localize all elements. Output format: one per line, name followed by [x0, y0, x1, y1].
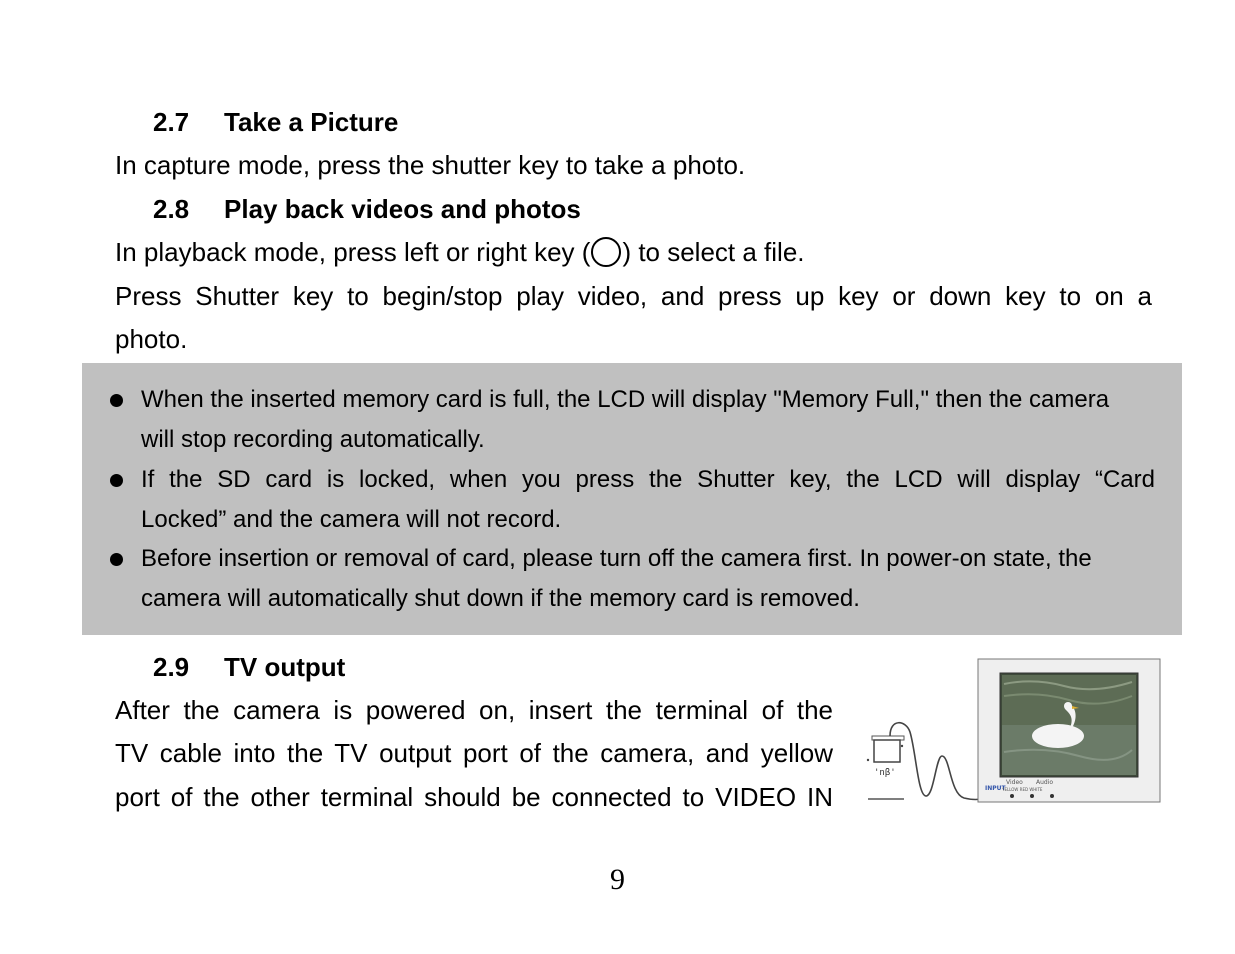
- note-line: Locked” and the camera will not record.: [141, 506, 562, 533]
- audio-port-red: [1030, 794, 1034, 798]
- tv-icon: [978, 659, 1160, 802]
- audio-port-white: [1050, 794, 1054, 798]
- playback-text-before-key: In playback mode, press left or right key (: [115, 237, 591, 267]
- paragraph-tv-line-1: After the camera is powered on, insert the terminal of the: [115, 695, 833, 725]
- tv-cable: [890, 723, 988, 800]
- note-line: If the SD card is locked, when you press the Shutter key, the LCD will display “Card: [141, 466, 1155, 493]
- paragraph-playback-line-3: photo.: [115, 324, 188, 354]
- note-line: Before insertion or removal of card, please turn off the camera first. In power-on state, the: [141, 545, 1092, 572]
- paragraph-take-picture: In capture mode, press the shutter key to take a photo.: [115, 150, 746, 180]
- page-number: 9: [610, 863, 625, 896]
- paragraph-tv-line-2: TV cable into the TV output port of the camera, and yellow: [115, 738, 833, 768]
- section-number: 2.9: [153, 652, 190, 682]
- section-number: 2.8: [153, 194, 190, 224]
- tv-connection-illustration: [864, 656, 1162, 808]
- section-number: 2.7: [153, 107, 190, 137]
- bullet-icon: [110, 474, 123, 487]
- camera-icon: [867, 736, 904, 799]
- tv-video-label: Video: [1006, 779, 1023, 786]
- section-title: Play back videos and photos: [224, 194, 581, 224]
- section-title: TV output: [224, 652, 346, 682]
- paragraph-playback-line-2: Press Shutter key to begin/stop play video, and press up key or down key to on a: [115, 281, 1152, 311]
- tv-port-labels: YELLOW RED WHITE: [1002, 787, 1043, 792]
- bullet-icon: [110, 394, 123, 407]
- section-title: Take a Picture: [224, 107, 399, 137]
- note-line: When the inserted memory card is full, the LCD will display "Memory Full," then the camera: [141, 386, 1110, 413]
- tv-input-label: INPUT: [985, 785, 1006, 792]
- nav-key-circle-icon: [591, 237, 621, 267]
- notes-box: [82, 363, 1182, 635]
- paragraph-tv-line-3: port of the other terminal should be connected to VIDEO IN: [115, 782, 833, 812]
- note-line: camera will automatically shut down if the memory card is removed.: [141, 585, 860, 612]
- video-port-yellow: [1010, 794, 1014, 798]
- note-line: will stop recording automatically.: [141, 426, 485, 453]
- paragraph-playback-line-1: [115, 237, 805, 267]
- playback-text-after-key: ) to select a file.: [622, 237, 805, 267]
- tv-audio-label: Audio: [1036, 779, 1054, 786]
- svg-text:'nβ': 'nβ': [874, 768, 896, 778]
- bullet-icon: [110, 553, 123, 566]
